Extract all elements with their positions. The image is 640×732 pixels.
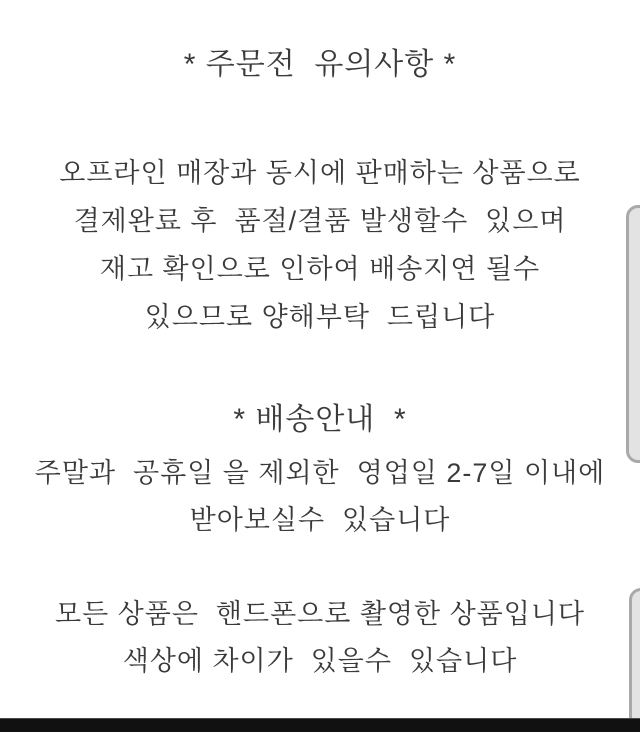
photo-notice-paragraph: [0, 591, 640, 685]
shipping-notice-title-text: * 배송안내 *: [233, 403, 407, 436]
shipping-notice-line-2: 받아보실수 있습니다: [189, 505, 451, 535]
order-notice-title: [0, 45, 640, 85]
photo-notice-line-1: 모든 상품은 핸드폰으로 촬영한 상품입니다: [55, 599, 585, 629]
order-notice-line-4: 있으므로 양해부탁 드립니다: [144, 302, 496, 332]
photo-notice-line-2: 색상에 차이가 있을수 있습니다: [122, 646, 518, 676]
bottom-bar: [0, 718, 640, 732]
order-notice-paragraph: [0, 149, 640, 341]
order-notice-line-3: 재고 확인으로 인하여 배송지연 될수: [99, 254, 541, 284]
shipping-notice-title: [0, 400, 640, 440]
order-notice-line-1: 오프라인 매장과 동시에 판매하는 상품으로: [59, 158, 581, 188]
adjacent-card-edge-bottom: [629, 588, 640, 732]
shipping-notice-line-1: 주말과 공휴일 을 제외한 영업일 2-7일 이내에: [34, 458, 606, 488]
order-notice-title-text: * 주문전 유의사항 *: [183, 48, 457, 81]
adjacent-card-edge-top: [626, 205, 640, 463]
order-notice-line-2: 결제완료 후 품절/결품 발생할수 있으며: [73, 206, 567, 236]
shipping-notice-paragraph: [0, 450, 640, 544]
